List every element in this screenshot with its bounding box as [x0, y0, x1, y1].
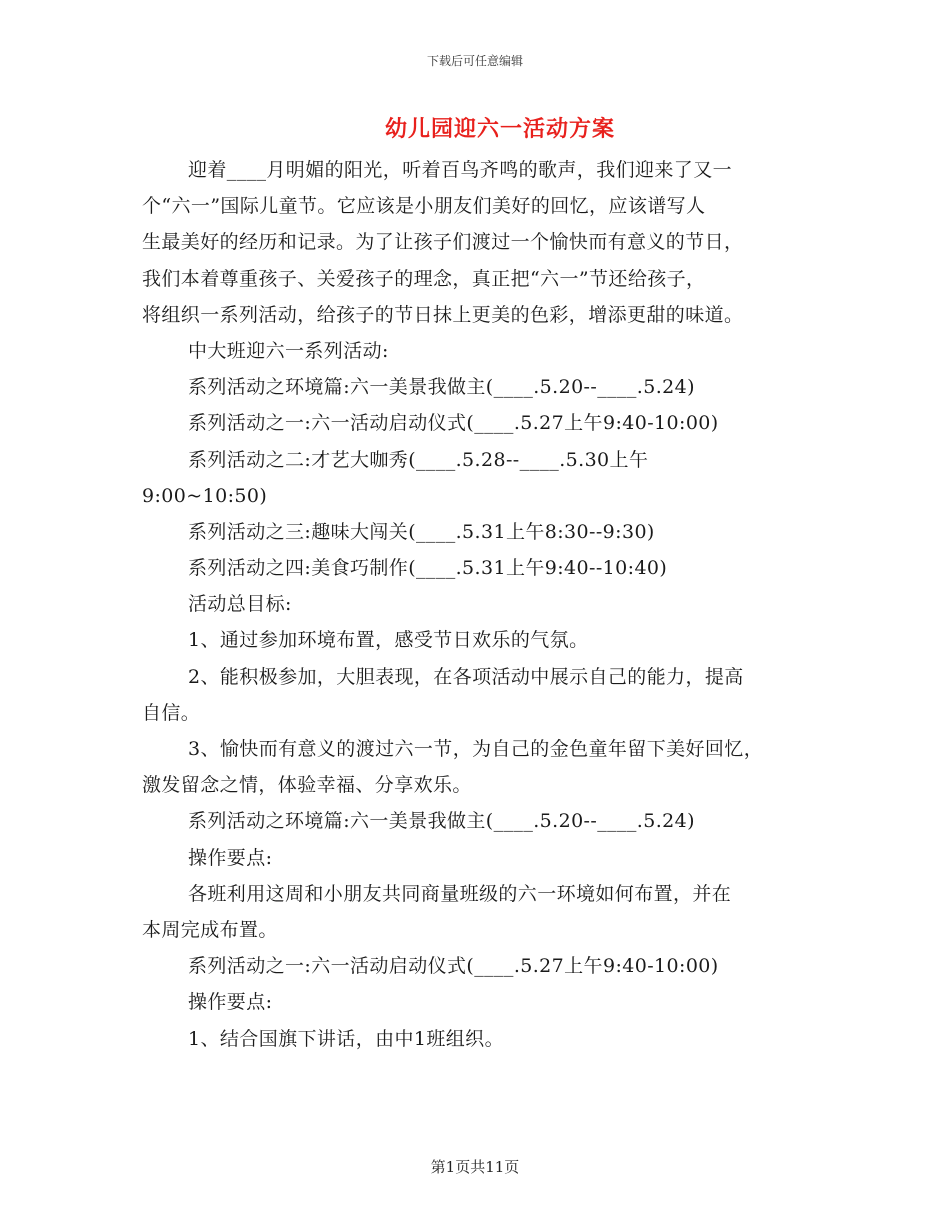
body-line: 1、结合国旗下讲话，由中1班组织。 [188, 1027, 504, 1050]
body-line: 各班利用这周和小朋友共同商量班级的六一环境如何布置，并在 [188, 882, 732, 905]
body-line: 系列活动之一:六一活动启动仪式(____.5.27上午9:40-10:00) [188, 412, 719, 435]
body-line: 我们本着尊重孩子、关爱孩子的理念，真正把“六一”节还给孩子， [142, 267, 706, 290]
body-line: 系列活动之一:六一活动启动仪式(____.5.27上午9:40-10:00) [188, 955, 719, 978]
body-line: 1、通过参加环境布置，感受节日欢乐的气氛。 [188, 629, 589, 652]
body-line: 3、愉快而有意义的渡过六一节，为自己的金色童年留下美好回忆， [188, 738, 764, 760]
body-line: 活动总目标: [188, 593, 292, 616]
body-line: 操作要点: [188, 991, 273, 1014]
document-title: 幼儿园迎六一活动方案 [384, 116, 615, 142]
body-line: 本周完成布置。 [142, 918, 278, 941]
body-line: 自信。 [142, 701, 201, 724]
page-footer: 第1页共11页 [430, 1158, 520, 1176]
body-line: 个“六一”国际儿童节。它应该是小朋友们美好的回忆，应该谱写人 [142, 195, 706, 218]
body-line: 9:00~10:50) [142, 484, 268, 507]
body-line: 中大班迎六一系列活动: [188, 339, 389, 362]
body-line: 系列活动之二:才艺大咖秀(____.5.28--____.5.30上午 [188, 448, 649, 471]
body-line: 生最美好的经历和记录。为了让孩子们渡过一个愉快而有意义的节日， [142, 231, 744, 254]
page-header: 下载后可任意编辑 [426, 54, 523, 68]
document-body [142, 152, 822, 1057]
body-line: 系列活动之四:美食巧制作(____.5.31上午9:40--10:40) [188, 557, 668, 580]
body-line: 迎着____月明媚的阳光，听着百鸟齐鸣的歌声，我们迎来了又一 [188, 159, 733, 181]
body-line: 系列活动之环境篇:六一美景我做主(____.5.20--____.5.24) [188, 810, 695, 833]
body-line: 系列活动之环境篇:六一美景我做主(____.5.20--____.5.24) [188, 376, 695, 399]
body-line: 将组织一系列活动，给孩子的节日抹上更美的色彩，增添更甜的味道。 [142, 303, 744, 326]
body-line: 激发留念之情，体验幸福、分享欢乐。 [142, 774, 472, 797]
body-line: 操作要点: [188, 846, 273, 869]
body-line: 2、能积极参加，大胆表现，在各项活动中展示自己的能力，提高 [188, 665, 744, 688]
body-line: 系列活动之三:趣味大闯关(____.5.31上午8:30--9:30) [188, 520, 655, 543]
